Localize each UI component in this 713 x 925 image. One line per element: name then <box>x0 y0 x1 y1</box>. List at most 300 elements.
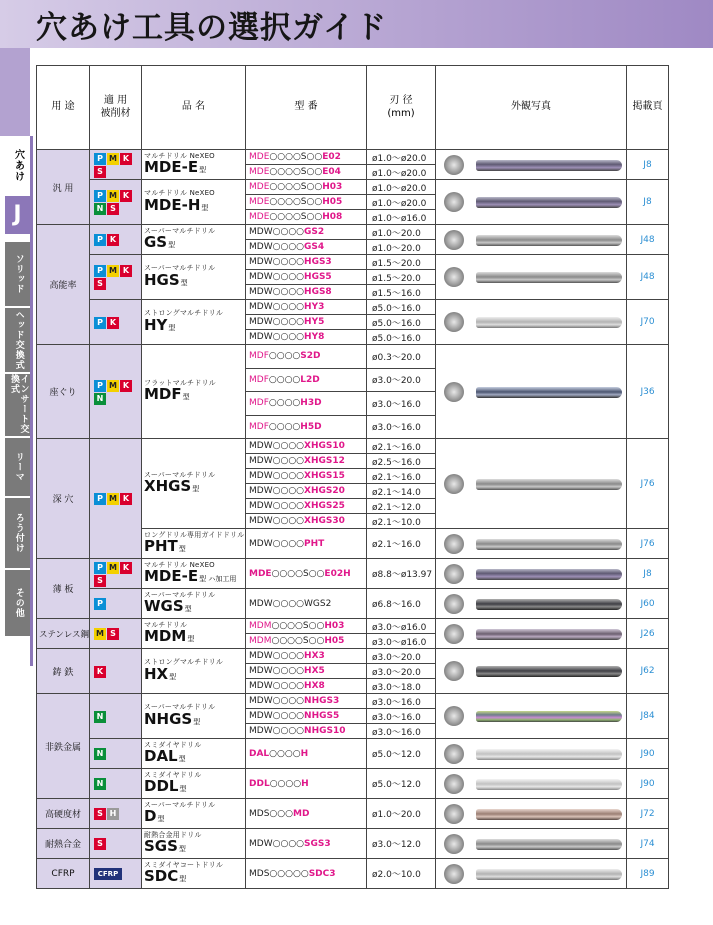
product-suffix: 型 <box>178 755 186 764</box>
table-row <box>37 439 669 454</box>
product-subtitle: マルチドリル NeXEO <box>144 189 215 198</box>
material-cell <box>90 345 142 439</box>
page-link[interactable]: J90 <box>627 769 669 799</box>
drill-tip-icon <box>444 624 464 644</box>
product-name-cell <box>142 799 246 829</box>
product-subtitle: マルチドリル <box>144 620 188 629</box>
product-name: WGS <box>144 597 184 616</box>
product-name: MDM <box>144 627 187 646</box>
product-subtitle: スーパーマルチドリル <box>144 470 216 479</box>
page-link[interactable]: J62 <box>627 649 669 694</box>
product-name: HY <box>144 315 168 334</box>
product-suffix: 型 <box>157 815 165 824</box>
drill-tip-icon <box>444 267 464 287</box>
drill-photo <box>436 829 627 859</box>
product-suffix: 型 <box>201 203 209 212</box>
diameter-range: ø3.0～16.0 <box>367 415 436 439</box>
product-subtitle: スーパーマルチドリル <box>144 703 216 712</box>
material-cell <box>90 739 142 769</box>
model-number: MDW○○○○WGS2 <box>246 589 367 619</box>
drill-icon <box>444 534 622 554</box>
drill-body-icon <box>476 539 622 550</box>
diameter-range: ø2.1～16.0 <box>367 439 436 454</box>
use-cell: 鋳 鉄 <box>37 649 90 694</box>
diameter-range: ø8.8～ø13.97 <box>367 559 436 589</box>
page-link[interactable]: J8 <box>627 559 669 589</box>
product-subtitle: ストロングマルチドリル <box>144 658 224 667</box>
model-number: MDM○○○○S○○H03 <box>246 619 367 634</box>
diameter-range: ø5.0～12.0 <box>367 739 436 769</box>
material-badge-p: P <box>94 380 106 392</box>
table-row <box>37 859 669 889</box>
diameter-range: ø3.0～16.0 <box>367 392 436 416</box>
drill-body-icon <box>476 479 622 490</box>
model-number: MDF○○○○H3D <box>246 392 367 416</box>
diameter-range: ø2.1～14.0 <box>367 484 436 499</box>
drill-icon <box>444 804 622 824</box>
product-name-cell <box>142 589 246 619</box>
drill-icon <box>444 312 622 332</box>
col-diameter: 刃 径 (mm) <box>367 66 436 150</box>
diameter-range: ø3.0～ø16.0 <box>367 619 436 634</box>
header-row <box>37 66 669 150</box>
product-name-cell <box>142 180 246 225</box>
material-badge-p: P <box>94 265 106 277</box>
diameter-range: ø1.0～20.0 <box>367 240 436 255</box>
use-cell: 汎 用 <box>37 150 90 225</box>
diameter-range: ø1.0～ø20.0 <box>367 180 436 195</box>
product-subtitle: スーパーマルチドリル <box>144 264 216 273</box>
drill-tip-icon <box>444 774 464 794</box>
model-number: MDW○○○○NHGS5 <box>246 709 367 724</box>
material-cell <box>90 829 142 859</box>
col-use: 用 途 <box>37 66 90 150</box>
material-badge-k: K <box>120 562 132 574</box>
page-link[interactable]: J60 <box>627 589 669 619</box>
use-cell: 座ぐり <box>37 345 90 439</box>
sidebar-strip <box>0 48 30 136</box>
material-badge-m: M <box>107 190 119 202</box>
diameter-range: ø5.0～16.0 <box>367 330 436 345</box>
drill-icon <box>444 382 622 402</box>
product-subtitle: ストロングマルチドリル <box>144 309 224 318</box>
table-row <box>37 829 669 859</box>
drill-tip-icon <box>444 155 464 175</box>
product-subtitle: スーパーマルチドリル <box>144 590 216 599</box>
diameter-range: ø3.0～ø16.0 <box>367 634 436 649</box>
page-title: 穴あけ工具の選択ガイド <box>36 10 388 46</box>
diameter-range: ø1.0～ø20.0 <box>367 150 436 165</box>
product-name-cell <box>142 694 246 739</box>
page-link[interactable]: J72 <box>627 799 669 829</box>
drill-photo <box>436 589 627 619</box>
sidebar-category: 穴あけ <box>12 148 24 182</box>
material-badge-cfrp: CFRP <box>94 868 122 880</box>
drill-photo <box>436 529 627 559</box>
table-row <box>37 150 669 165</box>
use-cell: ステンレス鋼 <box>37 619 90 649</box>
table-row <box>37 649 669 664</box>
product-name: HGS <box>144 270 180 289</box>
table-row <box>37 769 669 799</box>
product-subtitle: マルチドリル NeXEO <box>144 560 215 569</box>
drill-body-icon <box>476 749 622 760</box>
col-name: 品 名 <box>142 66 246 150</box>
material-cell <box>90 619 142 649</box>
drill-photo <box>436 694 627 739</box>
product-subtitle: スミダイヤドリル <box>144 740 202 749</box>
product-name: DDL <box>144 777 179 796</box>
drill-tip-icon <box>444 312 464 332</box>
material-badge-m: M <box>107 493 119 505</box>
diameter-range: ø2.1～16.0 <box>367 469 436 484</box>
drill-tip-icon <box>444 834 464 854</box>
drill-body-icon <box>476 711 622 722</box>
use-cell: 深 穴 <box>37 439 90 559</box>
drill-tip-icon <box>444 382 464 402</box>
product-suffix: 型 <box>178 845 186 854</box>
drill-tip-icon <box>444 534 464 554</box>
material-badge-k: K <box>120 493 132 505</box>
model-number: MDW○○○○NHGS3 <box>246 694 367 709</box>
drill-tip-icon <box>444 661 464 681</box>
model-number: MDW○○○○PHT <box>246 529 367 559</box>
material-badge-p: P <box>94 493 106 505</box>
material-badge-m: M <box>107 380 119 392</box>
product-suffix: 型 <box>169 672 177 681</box>
material-badge-p: P <box>94 234 106 246</box>
material-cell <box>90 694 142 739</box>
page-link[interactable]: J26 <box>627 619 669 649</box>
model-number: MDM○○○○S○○H05 <box>246 634 367 649</box>
diameter-range: ø2.1～16.0 <box>367 529 436 559</box>
product-suffix: 型 <box>168 241 176 250</box>
drill-body-icon <box>476 235 622 246</box>
model-number: MDW○○○○HY5 <box>246 315 367 330</box>
page-link[interactable]: J8 <box>627 150 669 180</box>
selection-table <box>36 65 669 889</box>
material-cell <box>90 769 142 799</box>
drill-tip-icon <box>444 744 464 764</box>
material-badge-m: M <box>94 628 106 640</box>
page-link[interactable]: J90 <box>627 739 669 769</box>
product-name: NHGS <box>144 709 193 728</box>
page-link[interactable]: J48 <box>627 225 669 255</box>
col-material: 適 用 被削材 <box>90 66 142 150</box>
product-name: HX <box>144 664 169 683</box>
material-badge-p: P <box>94 153 106 165</box>
sidebar-tab-0[interactable]: J <box>5 196 31 234</box>
diameter-range: ø3.0～16.0 <box>367 694 436 709</box>
product-name: MDE-E <box>144 158 199 177</box>
product-suffix: 型 <box>182 393 190 402</box>
product-name: MDF <box>144 385 182 404</box>
drill-icon <box>444 230 622 250</box>
model-number: MDW○○○○XHGS20 <box>246 484 367 499</box>
use-cell: 高硬度材 <box>37 799 90 829</box>
model-number: MDW○○○○XHGS15 <box>246 469 367 484</box>
product-name: XHGS <box>144 477 192 496</box>
material-badge-k: K <box>120 265 132 277</box>
table-row <box>37 589 669 619</box>
diameter-range: ø3.0～16.0 <box>367 724 436 739</box>
model-number: MDW○○○○XHGS10 <box>246 439 367 454</box>
drill-photo <box>436 180 627 225</box>
model-number: MDW○○○○XHGS30 <box>246 514 367 529</box>
material-badge-s: S <box>107 203 119 215</box>
product-subtitle: マルチドリル NeXEO <box>144 151 215 160</box>
use-cell: CFRP <box>37 859 90 889</box>
material-cell <box>90 255 142 300</box>
drill-tip-icon <box>444 594 464 614</box>
drill-icon <box>444 774 622 794</box>
diameter-range: ø0.3～20.0 <box>367 345 436 369</box>
drill-icon <box>444 594 622 614</box>
diameter-range: ø1.0～20.0 <box>367 225 436 240</box>
material-cell <box>90 589 142 619</box>
product-suffix: 型 <box>179 785 187 794</box>
drill-photo <box>436 769 627 799</box>
model-number: MDF○○○○S2D <box>246 345 367 369</box>
product-suffix: 型 <box>193 717 201 726</box>
material-badge-p: P <box>94 317 106 329</box>
table-row <box>37 694 669 709</box>
drill-photo <box>436 739 627 769</box>
material-badge-m: M <box>107 562 119 574</box>
page-link[interactable]: J76 <box>627 439 669 529</box>
material-cell <box>90 439 142 559</box>
drill-body-icon <box>476 809 622 820</box>
drill-icon <box>444 192 622 212</box>
drill-body-icon <box>476 197 622 208</box>
drill-body-icon <box>476 599 622 610</box>
material-cell <box>90 150 142 180</box>
model-number: MDE○○○○S○○E04 <box>246 165 367 180</box>
model-number: MDW○○○○HY8 <box>246 330 367 345</box>
product-suffix: 型 <box>178 545 186 554</box>
product-suffix: 型 <box>184 605 192 614</box>
drill-body-icon <box>476 779 622 790</box>
material-badge-k: K <box>120 190 132 202</box>
use-cell: 薄 板 <box>37 559 90 619</box>
product-name: DAL <box>144 747 178 766</box>
material-badge-m: M <box>107 265 119 277</box>
diameter-range: ø1.0～ø20.0 <box>367 165 436 180</box>
table-row <box>37 345 669 369</box>
material-badge-p: P <box>94 562 106 574</box>
sidebar-tab-6[interactable]: その他 <box>5 570 31 636</box>
material-badge-s: S <box>94 278 106 290</box>
product-name: SGS <box>144 837 178 856</box>
drill-icon <box>444 624 622 644</box>
use-cell: 耐熱合金 <box>37 829 90 859</box>
diameter-range: ø3.0～20.0 <box>367 664 436 679</box>
material-badge-n: N <box>94 711 106 723</box>
model-number: MDS○○○MD <box>246 799 367 829</box>
drill-body-icon <box>476 629 622 640</box>
material-badge-k: K <box>120 380 132 392</box>
model-number: MDE○○○○S○○H05 <box>246 195 367 210</box>
drill-icon <box>444 267 622 287</box>
page-link[interactable]: J74 <box>627 829 669 859</box>
drill-tip-icon <box>444 864 464 884</box>
drill-photo <box>436 255 627 300</box>
product-name: PHT <box>144 537 178 556</box>
drill-tip-icon <box>444 564 464 584</box>
use-cell: 高能率 <box>37 225 90 345</box>
model-number: MDE○○○○S○○H03 <box>246 180 367 195</box>
product-name: D <box>144 807 157 826</box>
model-number: MDW○○○○HX8 <box>246 679 367 694</box>
product-subtitle: スーパーマルチドリル <box>144 800 216 809</box>
diameter-range: ø2.5～16.0 <box>367 454 436 469</box>
material-badge-n: N <box>94 203 106 215</box>
page-link[interactable]: J8 <box>627 180 669 225</box>
model-number: MDW○○○○GS2 <box>246 225 367 240</box>
product-subtitle: スミダイヤドリル <box>144 770 202 779</box>
model-number: MDE○○○○S○○E02H <box>246 559 367 589</box>
product-subtitle: フラットマルチドリル <box>144 378 216 387</box>
col-model: 型 番 <box>246 66 367 150</box>
drill-icon <box>444 661 622 681</box>
model-number: MDW○○○○HGS8 <box>246 285 367 300</box>
product-name: MDE-E <box>144 567 199 586</box>
diameter-range: ø2.1～12.0 <box>367 499 436 514</box>
product-name-cell <box>142 619 246 649</box>
material-badge-k: K <box>120 153 132 165</box>
page-link[interactable]: J76 <box>627 529 669 559</box>
product-subtitle: スーパーマルチドリル <box>144 226 216 235</box>
table-row <box>37 255 669 270</box>
drill-body-icon <box>476 666 622 677</box>
page-link[interactable]: J36 <box>627 345 669 439</box>
drill-photo <box>436 225 627 255</box>
sidebar-tab-4[interactable]: リーマ <box>5 438 31 496</box>
product-name-cell <box>142 439 246 529</box>
model-number: MDW○○○○HY3 <box>246 300 367 315</box>
product-name-cell <box>142 559 246 589</box>
diameter-range: ø2.0～10.0 <box>367 859 436 889</box>
sidebar-tab-1[interactable]: ソリッド <box>5 242 31 306</box>
product-name-cell <box>142 300 246 345</box>
product-suffix: 型 <box>199 166 207 175</box>
drill-icon <box>444 706 622 726</box>
table-row <box>37 619 669 634</box>
model-number: MDW○○○○XHGS25 <box>246 499 367 514</box>
drill-icon <box>444 474 622 494</box>
model-number: MDW○○○○HX3 <box>246 649 367 664</box>
product-suffix: 型 ハ加工用 <box>199 575 237 584</box>
product-name-cell <box>142 255 246 300</box>
page-link[interactable]: J70 <box>627 300 669 345</box>
table-row <box>37 300 669 315</box>
model-number: MDF○○○○H5D <box>246 415 367 439</box>
drill-photo <box>436 649 627 694</box>
sidebar-tab-3[interactable]: インサート交換式 <box>5 374 31 436</box>
model-number: MDW○○○○XHGS12 <box>246 454 367 469</box>
diameter-range: ø3.0～12.0 <box>367 829 436 859</box>
drill-tip-icon <box>444 804 464 824</box>
diameter-range: ø3.0～18.0 <box>367 679 436 694</box>
material-badge-p: P <box>94 190 106 202</box>
drill-icon <box>444 834 622 854</box>
page-link[interactable]: J84 <box>627 694 669 739</box>
material-badge-k: K <box>107 317 119 329</box>
product-name-cell <box>142 739 246 769</box>
drill-photo <box>436 300 627 345</box>
material-badge-s: S <box>94 838 106 850</box>
model-number: MDW○○○○HX5 <box>246 664 367 679</box>
model-number: MDE○○○○S○○H08 <box>246 210 367 225</box>
drill-photo <box>436 559 627 589</box>
drill-photo <box>436 619 627 649</box>
diameter-range: ø5.0～16.0 <box>367 300 436 315</box>
diameter-range: ø2.1～10.0 <box>367 514 436 529</box>
drill-icon <box>444 564 622 584</box>
product-subtitle: ロングドリル専用ガイドドリル <box>144 530 245 539</box>
material-badge-s: S <box>94 575 106 587</box>
product-name-cell <box>142 529 246 559</box>
sidebar-tab-5[interactable]: ろう付け <box>5 498 31 568</box>
col-photo: 外観写真 <box>436 66 627 150</box>
material-cell <box>90 799 142 829</box>
material-badge-n: N <box>94 393 106 405</box>
col-page: 掲載頁 <box>627 66 669 150</box>
drill-photo <box>436 150 627 180</box>
drill-body-icon <box>476 839 622 850</box>
drill-photo <box>436 345 627 439</box>
page-link[interactable]: J48 <box>627 255 669 300</box>
diameter-range: ø1.5～20.0 <box>367 255 436 270</box>
model-number: MDW○○○○GS4 <box>246 240 367 255</box>
material-cell <box>90 180 142 225</box>
product-suffix: 型 <box>179 875 187 884</box>
product-suffix: 型 <box>180 278 188 287</box>
diameter-range: ø1.0～20.0 <box>367 799 436 829</box>
drill-tip-icon <box>444 474 464 494</box>
product-name-cell <box>142 769 246 799</box>
sidebar-tab-2[interactable]: ヘッド交換式 <box>5 308 31 372</box>
model-number: MDW○○○○NHGS10 <box>246 724 367 739</box>
material-badge-n: N <box>94 778 106 790</box>
model-number: MDS○○○○○SDC3 <box>246 859 367 889</box>
product-name: GS <box>144 233 168 252</box>
product-name-cell <box>142 859 246 889</box>
drill-photo <box>436 439 627 529</box>
material-badge-m: M <box>107 153 119 165</box>
product-suffix: 型 <box>168 323 176 332</box>
drill-body-icon <box>476 569 622 580</box>
diameter-range: ø5.0～16.0 <box>367 315 436 330</box>
drill-icon <box>444 864 622 884</box>
material-cell <box>90 300 142 345</box>
table-row <box>37 559 669 589</box>
drill-body-icon <box>476 272 622 283</box>
product-subtitle: スミダイヤコートドリル <box>144 860 224 869</box>
drill-tip-icon <box>444 192 464 212</box>
diameter-range: ø1.0～ø20.0 <box>367 195 436 210</box>
material-cell <box>90 225 142 255</box>
model-number: MDF○○○○L2D <box>246 368 367 392</box>
material-badge-s: S <box>94 166 106 178</box>
material-cell <box>90 559 142 589</box>
product-name-cell <box>142 829 246 859</box>
page-link[interactable]: J89 <box>627 859 669 889</box>
drill-body-icon <box>476 869 622 880</box>
product-name-cell <box>142 649 246 694</box>
drill-body-icon <box>476 387 622 398</box>
table-row <box>37 739 669 769</box>
